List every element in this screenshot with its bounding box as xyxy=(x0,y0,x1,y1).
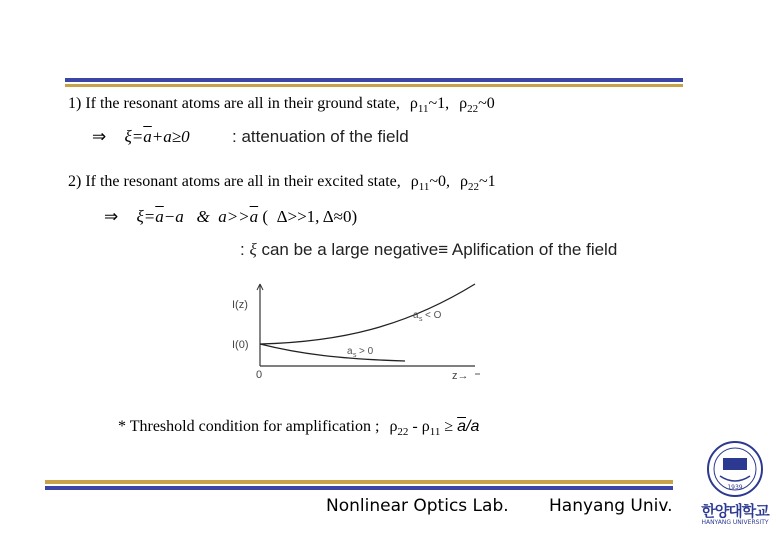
intensity-graph xyxy=(200,282,490,392)
logo-korean-text: 한양대학교 xyxy=(701,502,769,520)
university-logo xyxy=(692,440,778,530)
case2-rho22: $\rho_{22}\sim 1$ xyxy=(460,173,496,194)
bottom-rule-blue xyxy=(45,486,673,490)
case1-rho22: $\rho_{22}\sim 0$ xyxy=(459,95,495,116)
case1-formula: ⇒ $\xi=\overline{a}+a\ge 0$ xyxy=(92,127,190,146)
case1-text: 1) If the resonant atoms are all in their ground state, xyxy=(68,95,400,112)
attenuation-curve xyxy=(260,344,405,361)
svg-text:a: a xyxy=(347,346,353,357)
x-axis-label: z→ xyxy=(452,370,469,382)
logo-english-text: HANYANG UNIVERSITY xyxy=(701,519,769,526)
implies-icon: ⇒ xyxy=(104,207,119,226)
upper-curve-label xyxy=(413,310,442,323)
case1-rho11: $\rho_{11}\sim 1$, xyxy=(409,95,450,116)
case2-line xyxy=(68,173,496,193)
bottom-rule-gold xyxy=(45,480,673,484)
amplification-curve xyxy=(260,284,475,344)
case2-text: 2) If the resonant atoms are all in their excited state, xyxy=(68,173,401,190)
origin-label: 0 xyxy=(256,369,263,381)
svg-text:s: s xyxy=(419,316,423,323)
case1-note: : attenuation of the field xyxy=(232,127,409,146)
svg-text:s: s xyxy=(353,352,357,359)
svg-text:< O: < O xyxy=(425,310,442,321)
case2-note: : ξ can be a large negative≡ Aplification of the field xyxy=(240,240,618,259)
implies-icon: ⇒ xyxy=(92,127,107,146)
case2-formula: ⇒ $\xi=\overline{a}-a$ & $a>>\overline{a}$ ( Δ>>1, Δ≈0) xyxy=(104,207,358,226)
top-rule-gold xyxy=(65,84,683,87)
threshold-text: * Threshold condition for amplification ; xyxy=(118,418,380,435)
university-seal-icon xyxy=(692,440,778,498)
threshold-formula: $\rho_{22} - \rho_{11} \ge \overline{a}/a$ xyxy=(389,418,480,439)
svg-text:a: a xyxy=(413,310,419,321)
case1-line xyxy=(68,95,495,115)
case2-rho11: $\rho_{11}\sim 0$, xyxy=(410,173,450,194)
y-axis-label: I(z) xyxy=(232,299,248,311)
svg-text:1939: 1939 xyxy=(727,484,743,491)
i0-label: I(0) xyxy=(232,339,249,351)
threshold-line xyxy=(118,418,479,438)
footer-lab: Nonlinear Optics Lab. xyxy=(326,496,509,516)
footer-univ: Hanyang Univ. xyxy=(549,496,673,516)
svg-text:> 0: > 0 xyxy=(359,346,374,357)
lower-curve-label xyxy=(347,346,374,359)
top-rule-blue xyxy=(65,78,683,82)
